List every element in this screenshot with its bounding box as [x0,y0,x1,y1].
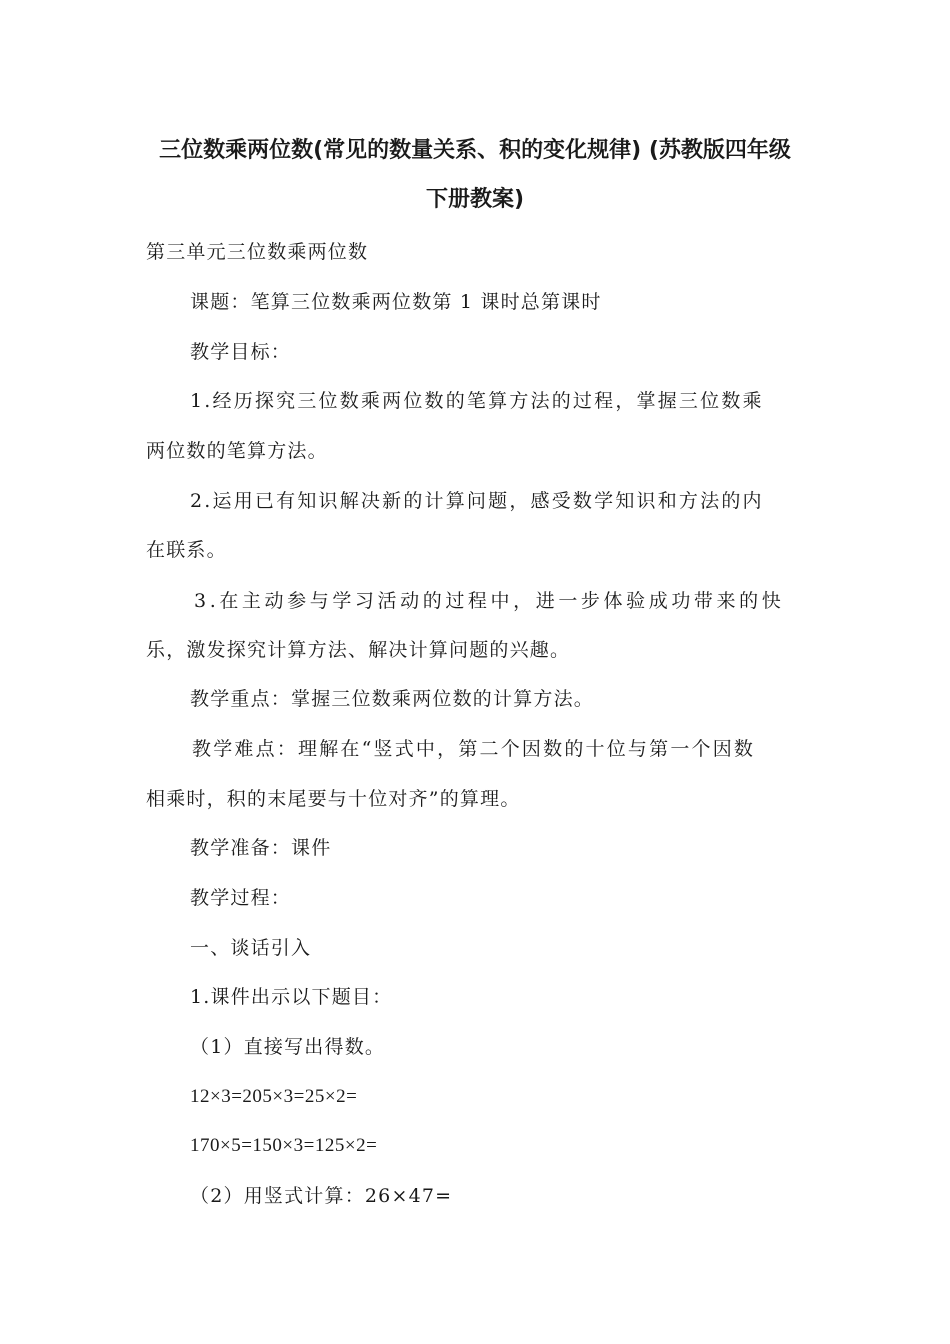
objective-1-line-1: 1.经历探究三位数乘两位数的笔算方法的过程，掌握三位数乘 [190,390,764,412]
objective-3-line-1: 3.在主动参与学习活动的过程中，进一步体验成功带来的快 [194,590,785,612]
objectives-heading: 教学目标： [190,341,292,363]
unit-heading: 第三单元三位数乘两位数 [146,241,369,263]
equation-row-2: 170×5=150×3=125×2= [190,1135,378,1156]
process-heading: 教学过程： [190,887,292,909]
question-2: （2）用竖式计算：26×47= [190,1185,453,1207]
question-1: （1）直接写出得数。 [190,1036,386,1058]
lesson-topic: 课题：笔算三位数乘两位数第 1 课时总第课时 [190,291,602,313]
document-title-line-1: 三位数乘两位数(常见的数量关系、积的变化规律) (苏教版四年级 [159,138,791,163]
section-1-heading: 一、谈话引入 [190,937,312,959]
difficulty-line-2: 相乘时，积的末尾要与十位对齐”的算理。 [146,788,521,810]
courseware-item: 1.课件出示以下题目： [190,986,393,1008]
objective-2-line-2: 在联系。 [146,539,227,561]
objective-1-line-2: 两位数的笔算方法。 [146,440,328,462]
objective-3-line-2: 乐，激发探究计算方法、解决计算问题的兴趣。 [146,639,571,661]
document-title-line-2: 下册教案) [425,187,525,212]
preparation: 教学准备：课件 [190,837,332,859]
objective-2-line-1: 2.运用已有知识解决新的计算问题，感受数学知识和方法的内 [190,490,764,512]
key-point: 教学重点：掌握三位数乘两位数的计算方法。 [190,688,595,710]
difficulty-line-1: 教学难点：理解在“竖式中，第二个因数的十位与第一个因数 [192,738,756,760]
equation-row-1: 12×3=205×3=25×2= [190,1086,358,1107]
